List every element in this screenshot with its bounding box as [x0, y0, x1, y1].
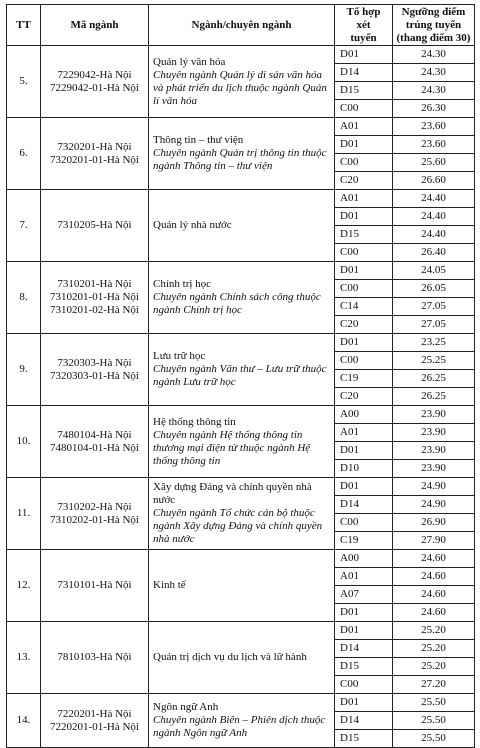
subject-combination: D01 — [335, 208, 393, 226]
specialization-name: Chuyên ngành Quản lý di sản văn hóa và phát triển du lịch thuộc ngành Quản lí văn hóa — [153, 68, 327, 107]
major-code: 7320201-Hà Nội — [57, 140, 132, 153]
subject-combination: C00 — [335, 514, 393, 532]
subject-combination: D01 — [335, 442, 393, 460]
major-code: 7220201-Hà Nội — [57, 707, 132, 720]
major-name: Ngôn ngữ Anh — [153, 701, 219, 713]
major-code: 7480104-Hà Nội — [57, 428, 132, 441]
major-code: 7320303-Hà Nội — [57, 356, 132, 369]
major-code-cell — [41, 190, 149, 262]
major-name: Lưu trữ học — [153, 350, 206, 362]
subject-combination: D10 — [335, 460, 393, 478]
subject-combination: A00 — [335, 406, 393, 424]
threshold-score: 27.20 — [393, 676, 475, 694]
threshold-score: 24.60 — [393, 604, 475, 622]
threshold-score: 24.05 — [393, 262, 475, 280]
threshold-score: 26.60 — [393, 172, 475, 190]
subject-combination: A01 — [335, 190, 393, 208]
threshold-score: 24.40 — [393, 208, 475, 226]
major-cell — [149, 118, 335, 190]
subject-combination: A01 — [335, 424, 393, 442]
row-number: 6. — [7, 118, 41, 190]
specialization-name: Chuyên ngành Quản trị thông tin thuộc ngành Thông tin – thư viện — [153, 147, 327, 172]
major-cell — [149, 478, 335, 550]
major-name: Quản lý nhà nước — [153, 219, 232, 231]
subject-combination: D01 — [335, 478, 393, 496]
subject-combination: D14 — [335, 496, 393, 514]
threshold-score: 25.60 — [393, 154, 475, 172]
major-code-cell — [41, 334, 149, 406]
row-number: 9. — [7, 334, 41, 406]
table-row — [7, 406, 475, 424]
subject-combination: D15 — [335, 730, 393, 748]
table-row — [7, 190, 475, 208]
table-row — [7, 478, 475, 496]
threshold-score: 24.60 — [393, 550, 475, 568]
header-combo-line: xét — [356, 18, 371, 31]
header-combo — [335, 5, 393, 46]
major-cell — [149, 622, 335, 694]
specialization-name: Chuyên ngành Văn thư – Lưu trữ thuộc ngành Lưu trữ học — [153, 363, 327, 388]
threshold-score: 24.60 — [393, 568, 475, 586]
threshold-score: 23.90 — [393, 424, 475, 442]
major-name: Kinh tế — [153, 579, 186, 591]
major-name: Quản trị dịch vụ du lịch và lữ hành — [153, 651, 307, 663]
row-number: 5. — [7, 46, 41, 118]
subject-combination: D15 — [335, 226, 393, 244]
major-code: 7229042-Hà Nội — [57, 68, 132, 81]
row-number: 10. — [7, 406, 41, 478]
table-row — [7, 262, 475, 280]
threshold-score: 25.25 — [393, 352, 475, 370]
row-number: 11. — [7, 478, 41, 550]
specialization-name: Chuyên ngành Chính sách công thuộc ngành Chính trị học — [153, 291, 321, 316]
table-row — [7, 118, 475, 136]
major-cell — [149, 694, 335, 748]
major-cell — [149, 46, 335, 118]
major-name: Thông tin – thư viện — [153, 134, 244, 146]
subject-combination: C20 — [335, 316, 393, 334]
specialization-name: Chuyên ngành Biên – Phiên dịch thuộc ngành Ngôn ngữ Anh — [153, 714, 326, 739]
subject-combination: D01 — [335, 46, 393, 64]
threshold-score: 23.60 — [393, 136, 475, 154]
header-major: Ngành/chuyên ngành — [149, 5, 335, 46]
header-tt: TT — [7, 5, 41, 46]
subject-combination: D14 — [335, 64, 393, 82]
major-name: Xây dựng Đảng và chính quyền nhà nước — [153, 481, 312, 506]
specialization-name: Chuyên ngành Hệ thống thông tin thương mại điện tử thuộc ngành Hệ thống thông tin — [153, 428, 311, 467]
subject-combination: C00 — [335, 280, 393, 298]
table-row — [7, 334, 475, 352]
threshold-score: 23.90 — [393, 460, 475, 478]
subject-combination: D15 — [335, 82, 393, 100]
threshold-score: 27.90 — [393, 532, 475, 550]
threshold-score: 23.90 — [393, 442, 475, 460]
major-cell — [149, 550, 335, 622]
major-code: 7229042-01-Hà Nội — [50, 81, 139, 94]
threshold-score: 24.40 — [393, 226, 475, 244]
threshold-score: 26.30 — [393, 100, 475, 118]
subject-combination: A01 — [335, 568, 393, 586]
major-name: Quản lý văn hóa — [153, 55, 226, 68]
subject-combination: D01 — [335, 622, 393, 640]
subject-combination: C00 — [335, 352, 393, 370]
threshold-score: 23.90 — [393, 406, 475, 424]
major-code-cell — [41, 550, 149, 622]
header-combo-line: Tổ hợp — [346, 5, 381, 18]
major-code: 7310201-01-Hà Nội — [50, 291, 139, 303]
row-number: 14. — [7, 694, 41, 748]
threshold-score: 27.05 — [393, 316, 475, 334]
threshold-score: 24.40 — [393, 190, 475, 208]
major-code-cell — [41, 478, 149, 550]
threshold-score: 26.25 — [393, 388, 475, 406]
major-code-cell — [41, 118, 149, 190]
subject-combination: C20 — [335, 388, 393, 406]
major-code: 7310205-Hà Nội — [57, 219, 132, 231]
threshold-score: 26.40 — [393, 244, 475, 262]
subject-combination: C00 — [335, 244, 393, 262]
threshold-score: 26.05 — [393, 280, 475, 298]
header-score-line: trúng tuyển — [405, 18, 462, 31]
specialization-name: Chuyên ngành Tổ chức cán bộ thuộc ngành Xây dựng Đảng và chính quyền nhà nước — [153, 507, 323, 545]
table-body — [7, 46, 475, 748]
major-cell — [149, 190, 335, 262]
subject-combination: C19 — [335, 370, 393, 388]
subject-combination: C00 — [335, 676, 393, 694]
major-name: Hệ thống thông tin — [153, 415, 236, 428]
major-cell — [149, 406, 335, 478]
subject-combination: C00 — [335, 154, 393, 172]
subject-combination: A07 — [335, 586, 393, 604]
header-score — [393, 5, 475, 46]
major-cell — [149, 334, 335, 406]
major-code: 7480104-01-Hà Nội — [50, 441, 139, 454]
subject-combination: C00 — [335, 100, 393, 118]
threshold-score: 24.90 — [393, 478, 475, 496]
subject-combination: D01 — [335, 136, 393, 154]
major-cell — [149, 262, 335, 334]
table-row — [7, 46, 475, 64]
subject-combination: D01 — [335, 262, 393, 280]
table-row — [7, 622, 475, 640]
threshold-score: 26.25 — [393, 370, 475, 388]
major-code: 7810103-Hà Nội — [57, 651, 132, 663]
subject-combination: D01 — [335, 604, 393, 622]
threshold-score: 25.20 — [393, 640, 475, 658]
threshold-score: 25.50 — [393, 712, 475, 730]
major-code: 7310101-Hà Nội — [57, 579, 132, 591]
major-code: 7310201-02-Hà Nội — [50, 304, 139, 316]
major-code: 7320201-01-Hà Nội — [50, 153, 139, 166]
subject-combination: A01 — [335, 118, 393, 136]
threshold-score: 24.90 — [393, 496, 475, 514]
threshold-score: 25.50 — [393, 730, 475, 748]
subject-combination: D14 — [335, 640, 393, 658]
threshold-score: 25.20 — [393, 658, 475, 676]
subject-combination: C19 — [335, 532, 393, 550]
threshold-score: 24.30 — [393, 82, 475, 100]
threshold-score: 25.50 — [393, 694, 475, 712]
threshold-score: 24.30 — [393, 46, 475, 64]
major-code: 7310202-Hà Nội — [57, 500, 132, 513]
threshold-score: 23.25 — [393, 334, 475, 352]
row-number: 8. — [7, 262, 41, 334]
header-code: Mã ngành — [41, 5, 149, 46]
subject-combination: D01 — [335, 694, 393, 712]
major-code-cell — [41, 46, 149, 118]
header-combo-line: tuyển — [350, 31, 377, 44]
row-number: 7. — [7, 190, 41, 262]
threshold-score: 24.60 — [393, 586, 475, 604]
table-row — [7, 550, 475, 568]
major-code: 7320303-01-Hà Nội — [50, 369, 139, 382]
major-code: 7310201-Hà Nội — [57, 278, 132, 290]
subject-combination: C14 — [335, 298, 393, 316]
subject-combination: C20 — [335, 172, 393, 190]
row-number: 13. — [7, 622, 41, 694]
subject-combination: D01 — [335, 334, 393, 352]
subject-combination: D15 — [335, 658, 393, 676]
table-header-row — [7, 5, 475, 46]
major-code-cell — [41, 262, 149, 334]
major-code: 7220201-01-Hà Nội — [50, 720, 139, 733]
major-code: 7310202-01-Hà Nội — [50, 513, 139, 526]
header-score-line: Ngưỡng điểm — [401, 5, 466, 18]
threshold-score: 26.90 — [393, 514, 475, 532]
header-score-line: (thang điểm 30) — [396, 31, 471, 44]
major-code-cell — [41, 406, 149, 478]
major-name: Chính trị học — [153, 278, 212, 290]
row-number: 12. — [7, 550, 41, 622]
threshold-score: 24.30 — [393, 64, 475, 82]
threshold-score: 27.05 — [393, 298, 475, 316]
threshold-score: 25.20 — [393, 622, 475, 640]
table-row — [7, 694, 475, 712]
major-code-cell — [41, 622, 149, 694]
admission-score-table — [6, 4, 475, 748]
subject-combination: A00 — [335, 550, 393, 568]
threshold-score: 23.60 — [393, 118, 475, 136]
subject-combination: D14 — [335, 712, 393, 730]
major-code-cell — [41, 694, 149, 748]
